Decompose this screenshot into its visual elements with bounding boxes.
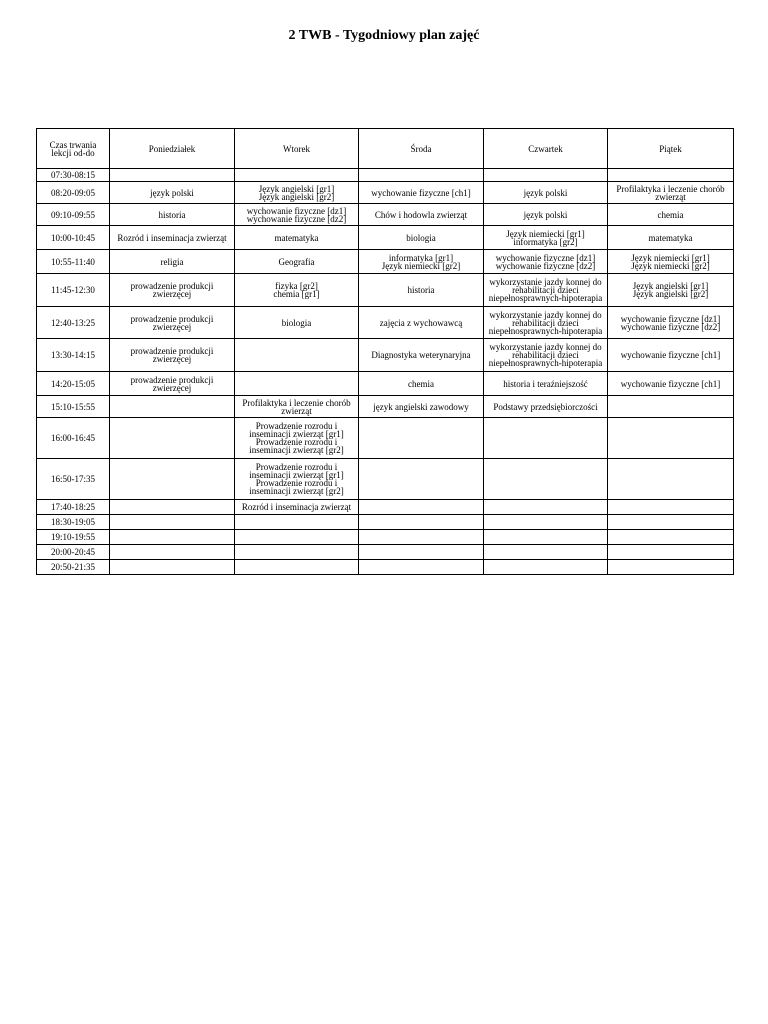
table-row <box>37 372 734 396</box>
cell-monday <box>110 396 235 418</box>
table-row <box>37 500 734 515</box>
cell-tuesday: biologia <box>235 307 359 339</box>
time-slot: 20:00-20:45 <box>37 545 110 560</box>
header-wednesday: Środa <box>359 129 484 169</box>
table-row <box>37 459 734 500</box>
cell-tuesday <box>235 515 359 530</box>
header-friday: Piątek <box>608 129 734 169</box>
cell-friday: wychowanie fizyczne [dz1] wychowanie fizyczne [dz2] <box>608 307 734 339</box>
cell-wednesday <box>359 515 484 530</box>
cell-wednesday <box>359 500 484 515</box>
time-slot: 09:10-09:55 <box>37 204 110 226</box>
cell-friday <box>608 500 734 515</box>
cell-monday <box>110 530 235 545</box>
header-thursday: Czwartek <box>484 129 608 169</box>
cell-tuesday: Rozród i inseminacja zwierząt <box>235 500 359 515</box>
table-row <box>37 339 734 372</box>
cell-thursday <box>484 545 608 560</box>
cell-friday <box>608 396 734 418</box>
time-slot: 16:00-16:45 <box>37 418 110 459</box>
cell-tuesday: Język angielski [gr1] Język angielski [gr2] <box>235 182 359 204</box>
cell-friday <box>608 169 734 182</box>
header-row <box>37 129 734 169</box>
cell-thursday <box>484 459 608 500</box>
time-slot: 12:40-13:25 <box>37 307 110 339</box>
cell-wednesday: informatyka [gr1] Język niemiecki [gr2] <box>359 250 484 274</box>
table-row <box>37 545 734 560</box>
cell-monday <box>110 545 235 560</box>
cell-tuesday <box>235 545 359 560</box>
cell-friday: matematyka <box>608 226 734 250</box>
cell-tuesday <box>235 560 359 575</box>
cell-thursday: wychowanie fizyczne [dz1] wychowanie fizyczne [dz2] <box>484 250 608 274</box>
time-slot: 10:55-11:40 <box>37 250 110 274</box>
cell-wednesday: biologia <box>359 226 484 250</box>
cell-monday: prowadzenie produkcji zwierzęcej <box>110 372 235 396</box>
table-row <box>37 250 734 274</box>
cell-thursday <box>484 418 608 459</box>
cell-friday: Profilaktyka i leczenie chorób zwierząt <box>608 182 734 204</box>
cell-thursday: wykorzystanie jazdy konnej do rehabilitacji dzieci niepełnosprawnych-hipoterapia <box>484 339 608 372</box>
cell-tuesday <box>235 372 359 396</box>
cell-wednesday <box>359 545 484 560</box>
time-slot: 15:10-15:55 <box>37 396 110 418</box>
cell-wednesday <box>359 169 484 182</box>
cell-tuesday: Profilaktyka i leczenie chorób zwierząt <box>235 396 359 418</box>
cell-tuesday <box>235 530 359 545</box>
time-slot: 20:50-21:35 <box>37 560 110 575</box>
cell-wednesday: historia <box>359 274 484 307</box>
cell-friday: chemia <box>608 204 734 226</box>
cell-monday: prowadzenie produkcji zwierzęcej <box>110 274 235 307</box>
cell-monday <box>110 560 235 575</box>
cell-thursday: wykorzystanie jazdy konnej do rehabilitacji dzieci niepełnosprawnych-hipoterapia <box>484 274 608 307</box>
time-slot: 17:40-18:25 <box>37 500 110 515</box>
cell-thursday: język polski <box>484 182 608 204</box>
time-slot: 13:30-14:15 <box>37 339 110 372</box>
cell-friday <box>608 515 734 530</box>
cell-thursday <box>484 530 608 545</box>
time-slot: 08:20-09:05 <box>37 182 110 204</box>
table-row <box>37 418 734 459</box>
cell-monday <box>110 459 235 500</box>
cell-thursday <box>484 169 608 182</box>
cell-monday <box>110 418 235 459</box>
cell-friday: Język niemiecki [gr1] Język niemiecki [gr2] <box>608 250 734 274</box>
cell-wednesday: Diagnostyka weterynaryjna <box>359 339 484 372</box>
cell-wednesday: język angielski zawodowy <box>359 396 484 418</box>
header-time: Czas trwania lekcji od-do <box>37 129 110 169</box>
time-slot: 16:50-17:35 <box>37 459 110 500</box>
table-row <box>37 515 734 530</box>
time-slot: 10:00-10:45 <box>37 226 110 250</box>
cell-wednesday <box>359 459 484 500</box>
cell-thursday: Podstawy przedsiębiorczości <box>484 396 608 418</box>
cell-monday: religia <box>110 250 235 274</box>
cell-friday: wychowanie fizyczne [ch1] <box>608 339 734 372</box>
time-slot: 18:30-19:05 <box>37 515 110 530</box>
cell-tuesday <box>235 169 359 182</box>
cell-thursday <box>484 560 608 575</box>
cell-friday <box>608 560 734 575</box>
cell-friday <box>608 530 734 545</box>
cell-monday: historia <box>110 204 235 226</box>
cell-monday <box>110 515 235 530</box>
cell-friday: Język angielski [gr1] Język angielski [gr2] <box>608 274 734 307</box>
cell-wednesday: Chów i hodowla zwierząt <box>359 204 484 226</box>
cell-thursday: historia i teraźniejszość <box>484 372 608 396</box>
cell-monday: prowadzenie produkcji zwierzęcej <box>110 339 235 372</box>
cell-tuesday: Prowadzenie rozrodu i inseminacji zwierząt [gr1] Prowadzenie rozrodu i inseminacji zwierząt [gr2] <box>235 418 359 459</box>
timetable <box>36 128 734 575</box>
cell-tuesday <box>235 339 359 372</box>
table-row <box>37 560 734 575</box>
cell-thursday: Język niemiecki [gr1] informatyka [gr2] <box>484 226 608 250</box>
cell-monday: prowadzenie produkcji zwierzęcej <box>110 307 235 339</box>
cell-thursday <box>484 500 608 515</box>
page-title: 2 TWB - Tygodniowy plan zajęć <box>288 28 480 43</box>
cell-friday <box>608 459 734 500</box>
cell-wednesday <box>359 560 484 575</box>
table-row <box>37 182 734 204</box>
cell-monday: język polski <box>110 182 235 204</box>
cell-friday: wychowanie fizyczne [ch1] <box>608 372 734 396</box>
cell-tuesday: Geografia <box>235 250 359 274</box>
cell-friday <box>608 418 734 459</box>
table-row <box>37 226 734 250</box>
cell-wednesday: chemia <box>359 372 484 396</box>
header-tuesday: Wtorek <box>235 129 359 169</box>
cell-thursday <box>484 515 608 530</box>
table-row <box>37 274 734 307</box>
time-slot: 19:10-19:55 <box>37 530 110 545</box>
cell-monday: Rozród i inseminacja zwierząt <box>110 226 235 250</box>
header-monday: Poniedziałek <box>110 129 235 169</box>
cell-wednesday: wychowanie fizyczne [ch1] <box>359 182 484 204</box>
time-slot: 14:20-15:05 <box>37 372 110 396</box>
cell-tuesday: Prowadzenie rozrodu i inseminacji zwierząt [gr1] Prowadzenie rozrodu i inseminacji zwierząt [gr2] <box>235 459 359 500</box>
cell-tuesday: matematyka <box>235 226 359 250</box>
cell-friday <box>608 545 734 560</box>
table-row <box>37 204 734 226</box>
table-row <box>37 307 734 339</box>
cell-monday <box>110 500 235 515</box>
cell-wednesday <box>359 530 484 545</box>
table-row <box>37 396 734 418</box>
cell-tuesday: wychowanie fizyczne [dz1] wychowanie fizyczne [dz2] <box>235 204 359 226</box>
table-row <box>37 530 734 545</box>
time-slot: 11:45-12:30 <box>37 274 110 307</box>
cell-thursday: język polski <box>484 204 608 226</box>
table-row <box>37 169 734 182</box>
cell-thursday: wykorzystanie jazdy konnej do rehabilitacji dzieci niepełnosprawnych-hipoterapia <box>484 307 608 339</box>
cell-wednesday: zajęcia z wychowawcą <box>359 307 484 339</box>
cell-wednesday <box>359 418 484 459</box>
time-slot: 07:30-08:15 <box>37 169 110 182</box>
cell-tuesday: fizyka [gr2] chemia [gr1] <box>235 274 359 307</box>
cell-monday <box>110 169 235 182</box>
